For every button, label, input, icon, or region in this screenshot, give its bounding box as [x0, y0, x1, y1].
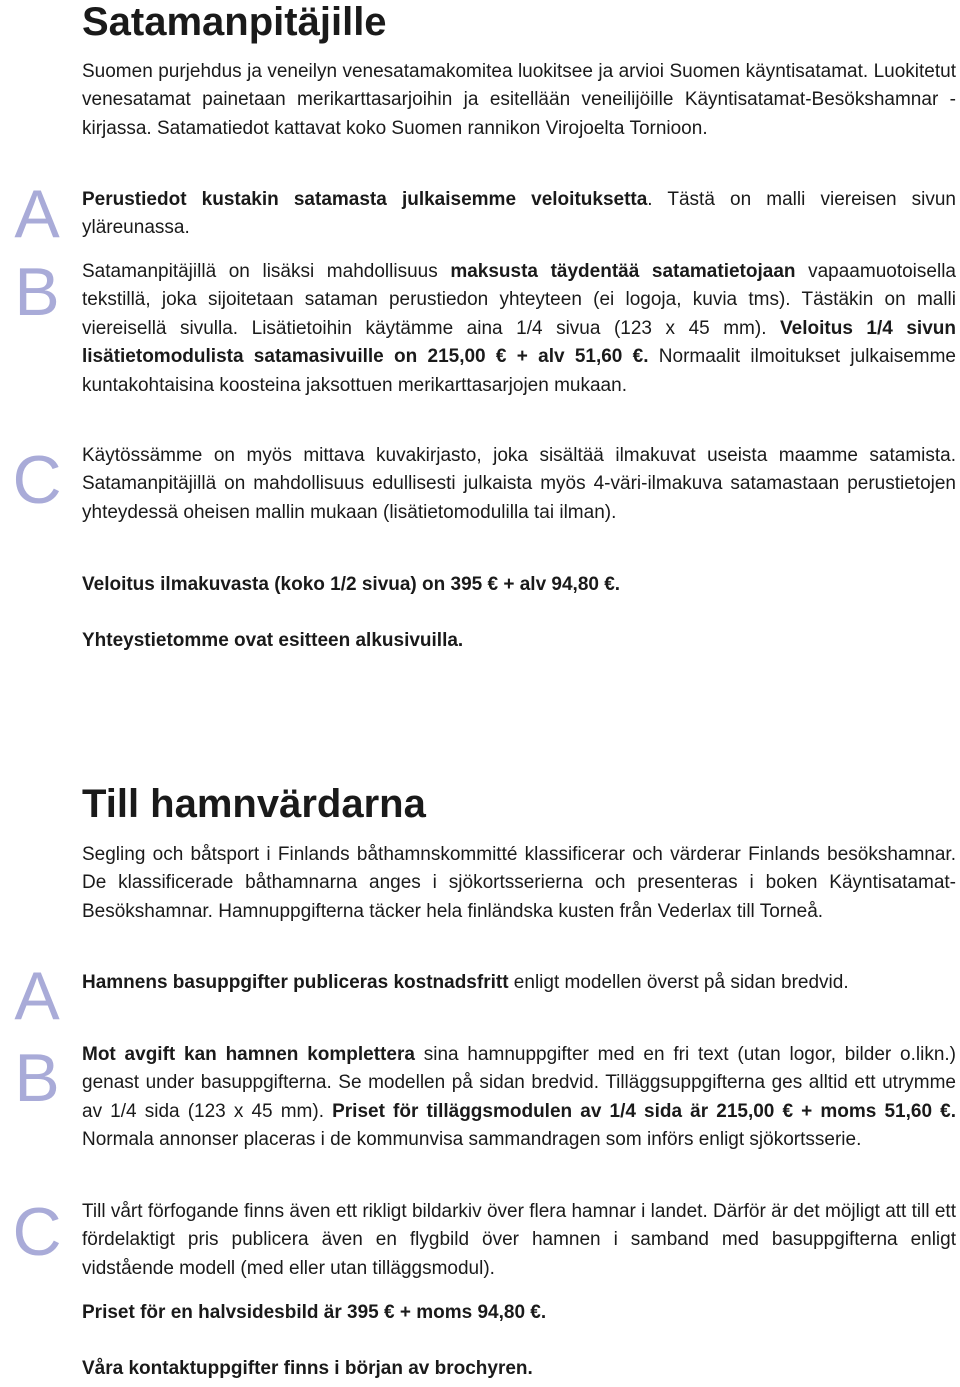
finnish-supplement-text-e: Normaalit ilmoitukset julkaisemme kuntakohtaisina koosteina jaksottuen merikarttasarjojen mukaan.: [82, 346, 957, 396]
swedish-supplement-text-d: Normala annonser placeras i de kommunvisa sammandragen som införs enligt sjökortsserie.: [82, 1129, 862, 1151]
letter-a: A: [14, 176, 60, 252]
swedish-photo-paragraph: Till vårt förfogande finns även ett rikligt bildarkiv över flera hamnar i landet. Därför är det möjligt att till ett fördelaktigt pris publicera även en flygbild över hamnen i samband med basuppgifterna enligt vidstående modell (med eller utan tilläggsmodul).: [82, 1201, 956, 1279]
finnish-photo-price: Veloitus ilmakuvasta (koko 1/2 sivua) on 395 € + alv 94,80 €.: [82, 574, 621, 595]
swedish-supplement-price: Priset för tilläggsmodulen av 1/4 sida är 215,00 € + moms 51,60 €.: [332, 1100, 956, 1122]
swedish-photo-price: Priset för en halvsidesbild är 395 € + moms 94,80 €.: [82, 1302, 547, 1323]
letter-a-sv: A: [14, 958, 60, 1034]
letter-b: B: [14, 254, 60, 330]
finnish-photo-paragraph: Käytössämme on myös mittava kuvakirjasto, joka sisältää ilmakuvat useista maamme satamista. Satamanpitäjillä on mahdollisuus edullisesti julkaista myös 4-väri-ilmakuva satamastaan perustietojen yhteydessä oheisen mallin mukaan (lisätietomodulilla tai ilman).: [82, 445, 956, 523]
swedish-basic-info-rest: enligt modellen överst på sidan bredvid.: [508, 972, 849, 993]
finnish-basic-info-rest: . Tästä on malli viereisen sivun yläreunassa.: [82, 189, 956, 239]
swedish-basic-info-paragraph: [82, 969, 956, 997]
swedish-intro-paragraph: Segling och båtsport i Finlands båthamnskommitté klassificerar och värderar Finlands besökshamnar. De klassificerade båthamnarna anges i sjökortsserierna och presenteras i boken Käyntisatamat-Besökshamnar. Hamnuppgifterna täcker hela finländska kusten från Vederlax till Torneå.: [82, 844, 956, 922]
letter-c-sv: C: [12, 1194, 62, 1270]
finnish-title: Satamanpitäjille: [82, 0, 387, 44]
swedish-basic-info-bold: Hamnens basuppgifter publiceras kostnadsfritt: [82, 972, 509, 993]
finnish-basic-info-paragraph: [82, 186, 956, 243]
finnish-supplement-paragraph: [82, 258, 956, 400]
swedish-supplement-paragraph: [82, 1041, 956, 1155]
swedish-title: Till hamnvärdarna: [82, 782, 426, 826]
finnish-supplement-price: Veloitus 1/4 sivun lisätietomodulista satamasivuille on 215,00 € + alv 51,60 €.: [82, 317, 956, 368]
finnish-contact-note: Yhteystietomme ovat esitteen alkusivuilla.: [82, 630, 464, 651]
finnish-intro-paragraph: Suomen purjehdus ja veneilyn venesatamakomitea luokitsee ja arvioi Suomen käyntisatamat. Luokitetut venesatamat painetaan merikarttasarjoihin ja esitellään veneilijöille Käyntisatamat-Besökshamnar -kirjassa. Satamatiedot kattavat koko Suomen rannikon Virojoelta Tornioon.: [82, 61, 956, 139]
swedish-contact-note: Våra kontaktuppgifter finns i början av brochyren.: [82, 1358, 533, 1379]
finnish-basic-info-bold: Perustiedot kustakin satamasta julkaisemme veloituksetta: [82, 189, 648, 210]
swedish-supplement-bold-a: Mot avgift kan hamnen komplettera: [82, 1044, 415, 1065]
letter-b-sv: B: [14, 1040, 60, 1116]
finnish-supplement-bold-b: maksusta täydentää satamatietojaan: [450, 261, 796, 282]
finnish-supplement-text-c: vapaamuotoisella tekstillä, joka sijoitetaan sataman perustiedon yhteyteen (ei logoja, kuvia tms). Tästäkin on malli viereisellä sivulla. Lisätietoihin käytämme aina 1/4 sivua (123 x 45 mm).: [82, 261, 956, 339]
swedish-supplement-text-b: sina hamnuppgifter med en fri text (utan logor, bilder o.likn.) genast under basuppgifterna. Se modellen på sidan bredvid. Tilläggsuppgifterna ges alltid ett utrymme av 1/4 sida (123 x 45 mm).: [82, 1044, 956, 1122]
finnish-supplement-text-a: Satamanpitäjillä on lisäksi mahdollisuus: [82, 261, 451, 282]
letter-c: C: [12, 442, 62, 518]
